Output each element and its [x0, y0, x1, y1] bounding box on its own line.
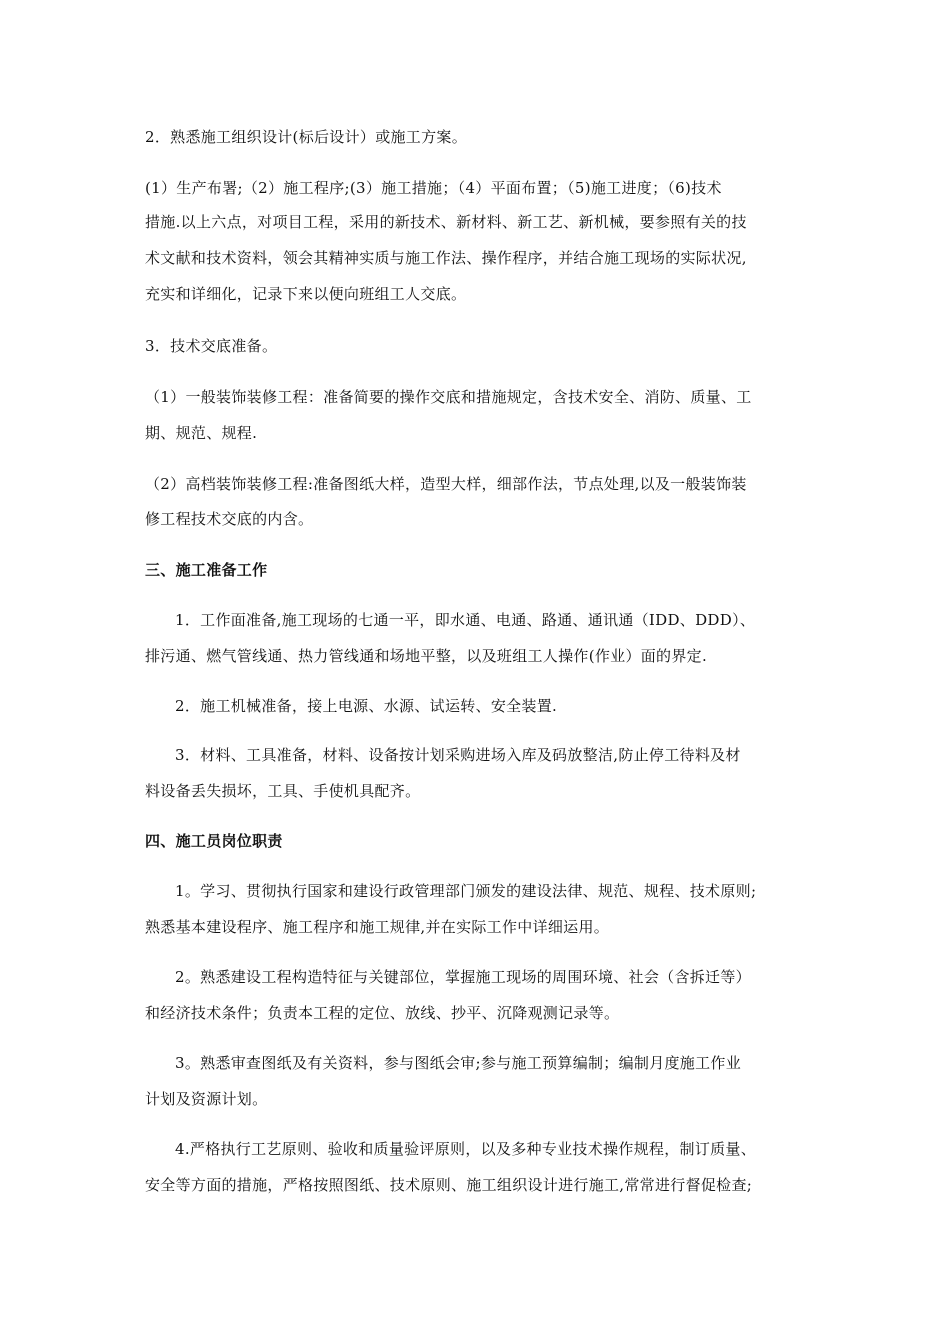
paragraph-line: (1）生产布署;（2）施工程序;(3）施工措施；（4）平面布置；（5)施工进度；（6)技术: [145, 179, 722, 197]
paragraph-line: 期、规范、规程.: [145, 424, 258, 442]
paragraph-line: 熟悉基本建设程序、施工程序和施工规律,并在实际工作中详细运用。: [145, 918, 610, 936]
paragraph-line: 3。熟悉审查图纸及有关资料，参与图纸会审;参与施工预算编制；编制月度施工作业: [175, 1054, 742, 1072]
paragraph-line: 2．熟悉施工组织设计(标后设计）或施工方案。: [145, 128, 467, 146]
section-heading: 四、施工员岗位职责: [145, 832, 283, 850]
paragraph-line: 排污通、燃气管线通、热力管线通和场地平整，以及班组工人操作(作业）面的界定.: [145, 647, 708, 665]
paragraph-line: 和经济技术条件；负责本工程的定位、放线、抄平、沉降观测记录等。: [145, 1004, 620, 1022]
paragraph-line: 安全等方面的措施，严格按照图纸、技术原则、施工组织设计进行施工,常常进行督促检查;: [145, 1176, 753, 1194]
paragraph-line: 措施.以上六点，对项目工程，采用的新技术、新材料、新工艺、新机械，要参照有关的技: [145, 213, 747, 231]
paragraph-line: 计划及资源计划。: [145, 1090, 268, 1108]
paragraph-line: 2。熟悉建设工程构造特征与关键部位，掌握施工现场的周围环境、社会（含拆迁等）: [175, 968, 751, 986]
paragraph-line: 术文献和技术资料，领会其精神实质与施工作法、操作程序，并结合施工现场的实际状况,: [145, 249, 747, 267]
paragraph-line: 充实和详细化，记录下来以便向班组工人交底。: [145, 285, 467, 303]
paragraph-line: （1）一般装饰装修工程：准备简要的操作交底和措施规定，含技术安全、消防、质量、工: [145, 388, 752, 406]
paragraph-line: 料设备丢失损坏，工具、手使机具配齐。: [145, 782, 421, 800]
paragraph-line: 3．材料、工具准备，材料、设备按计划采购进场入库及码放整洁,防止停工待料及材: [175, 746, 741, 764]
section-heading: 三、施工准备工作: [145, 561, 268, 579]
paragraph-line: 1。学习、贯彻执行国家和建设行政管理部门颁发的建设法律、规范、规程、技术原则;: [175, 882, 757, 900]
paragraph-line: 3．技术交底准备。: [145, 337, 278, 355]
paragraph-line: 修工程技术交底的内含。: [145, 510, 314, 528]
paragraph-line: 1．工作面准备,施工现场的七通一平，即水通、电通、路通、通讯通（IDD、DDD）、: [175, 611, 756, 629]
paragraph-line: 4.严格执行工艺原则、验收和质量验评原则，以及多种专业技术操作规程，制订质量、: [175, 1140, 757, 1158]
paragraph-line: 2．施工机械准备，接上电源、水源、试运转、安全装置.: [175, 697, 558, 715]
paragraph-line: （2）高档装饰装修工程:准备图纸大样，造型大样，细部作法，节点处理,以及一般装饰装: [145, 475, 747, 493]
